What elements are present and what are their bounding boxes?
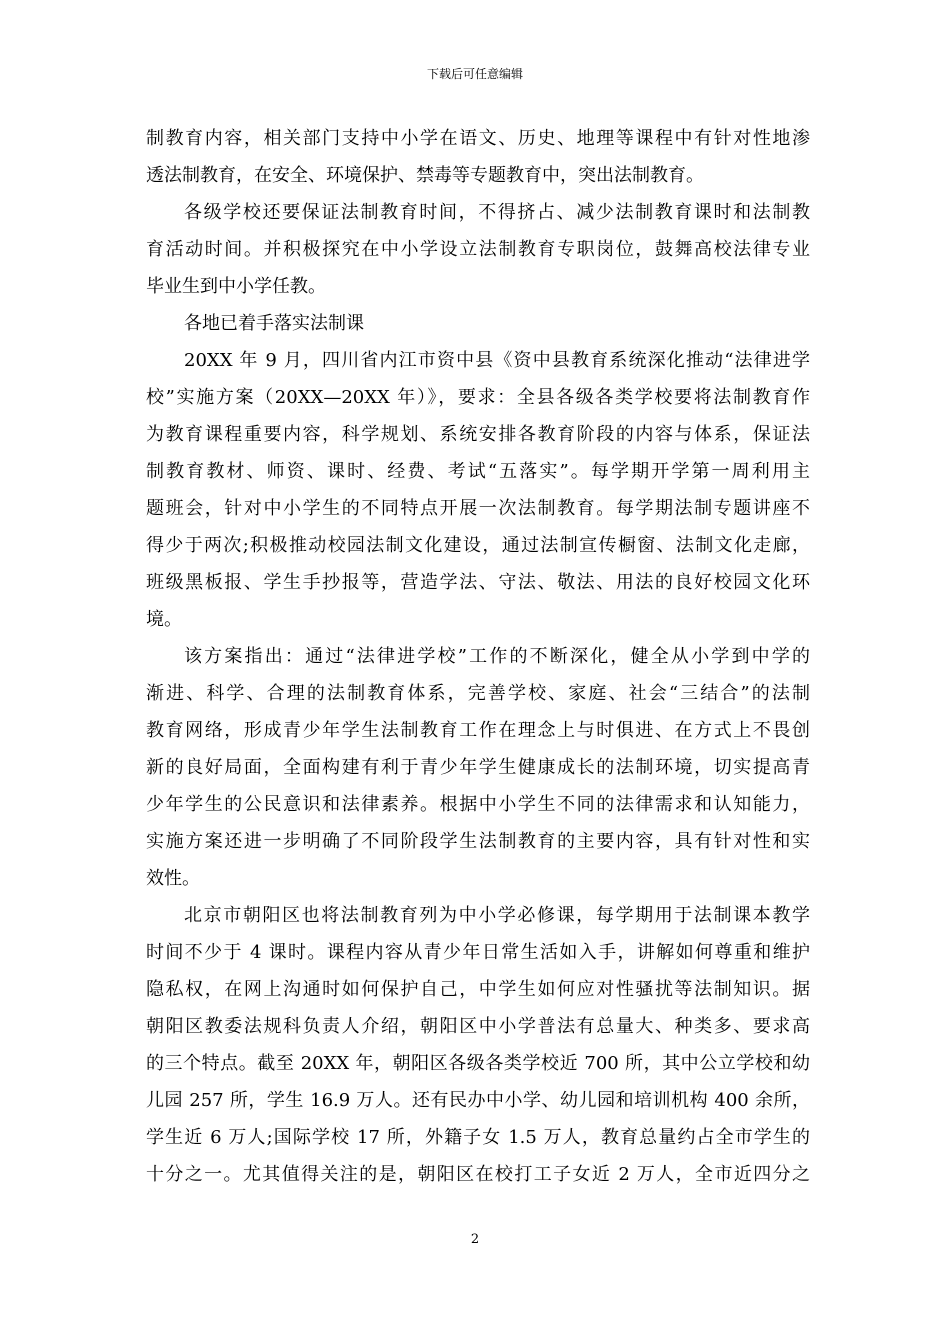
text-line: 实施方案还进一步明确了不同阶段学生法制教育的主要内容，具有针对性和实: [146, 831, 810, 852]
section-heading: 各地已着手落实法制课: [184, 313, 364, 334]
text-line: 境。: [146, 609, 182, 630]
text-line: 该方案指出：通过“法律进学校”工作的不断深化，健全从小学到中学的: [184, 646, 810, 667]
text-line: 时间不少于 4 课时。课程内容从青少年日常生活如入手，讲解如何尊重和维护: [146, 942, 810, 963]
text-line: 学生近 6 万人;国际学校 17 所，外籍子女 1.5 万人，教育总量约占全市学生的: [146, 1127, 810, 1148]
text-line: 教育网络，形成青少年学生法制教育工作在理念上与时俱进、在方式上不畏创: [146, 720, 810, 741]
text-line: 儿园 257 所，学生 16.9 万人。还有民办中小学、幼儿园和培训机构 400 余所，: [146, 1090, 810, 1111]
text-line: 十分之一。尤其值得关注的是，朝阳区在校打工子女近 2 万人，全市近四分之: [146, 1164, 810, 1185]
text-line: 毕业生到中小学任教。: [146, 276, 326, 297]
text-line: 隐私权，在网上沟通时如何保护自己，中学生如何应对性骚扰等法制知识。据: [146, 979, 810, 1000]
text-line: 透法制教育，在安全、环境保护、禁毒等专题教育中，突出法制教育。: [146, 165, 704, 186]
text-line: 得少于两次;积极推动校园法制文化建设，通过法制宣传橱窗、法制文化走廊，: [146, 535, 810, 556]
text-line: 新的良好局面，全面构建有利于青少年学生健康成长的法制环境，切实提高青: [146, 757, 810, 778]
text-line: 各级学校还要保证法制教育时间，不得挤占、减少法制教育课时和法制教: [184, 202, 810, 223]
text-line: 为教育课程重要内容，科学规划、系统安排各教育阶段的内容与体系，保证法: [146, 424, 810, 445]
page-header: 下载后可任意编辑: [426, 67, 523, 81]
text-line: 班级黑板报、学生手抄报等，营造学法、守法、敬法、用法的良好校园文化环: [146, 572, 810, 593]
text-line: 制教育内容，相关部门支持中小学在语文、历史、地理等课程中有针对性地渗: [146, 128, 810, 149]
text-line: 渐进、科学、合理的法制教育体系，完善学校、家庭、社会“三结合”的法制: [146, 683, 810, 704]
text-line: 育活动时间。并积极探究在中小学设立法制教育专职岗位，鼓舞高校法律专业: [146, 239, 810, 260]
text-line: 题班会，针对中小学生的不同特点开展一次法制教育。每学期法制专题讲座不: [146, 498, 810, 519]
text-line: 校”实施方案（20XX—20XX 年）》，要求：全县各级各类学校要将法制教育作: [146, 387, 810, 408]
text-line: 朝阳区教委法规科负责人介绍，朝阳区中小学普法有总量大、种类多、要求高: [146, 1016, 810, 1037]
text-line: 制教育教材、师资、课时、经费、考试“五落实”。每学期开学第一周利用主: [146, 461, 810, 482]
body-text: [146, 120, 810, 1193]
text-line: 的三个特点。截至 20XX 年，朝阳区各级各类学校近 700 所，其中公立学校和幼: [146, 1053, 810, 1074]
text-line: 20XX 年 9 月，四川省内江市资中县《资中县教育系统深化推动“法律进学: [184, 350, 810, 371]
text-line: 少年学生的公民意识和法律素养。根据中小学生不同的法律需求和认知能力，: [146, 794, 810, 815]
text-line: 效性。: [146, 868, 200, 889]
text-line: 北京市朝阳区也将法制教育列为中小学必修课，每学期用于法制课本教学: [184, 905, 810, 926]
page-number: 2: [470, 1232, 480, 1247]
